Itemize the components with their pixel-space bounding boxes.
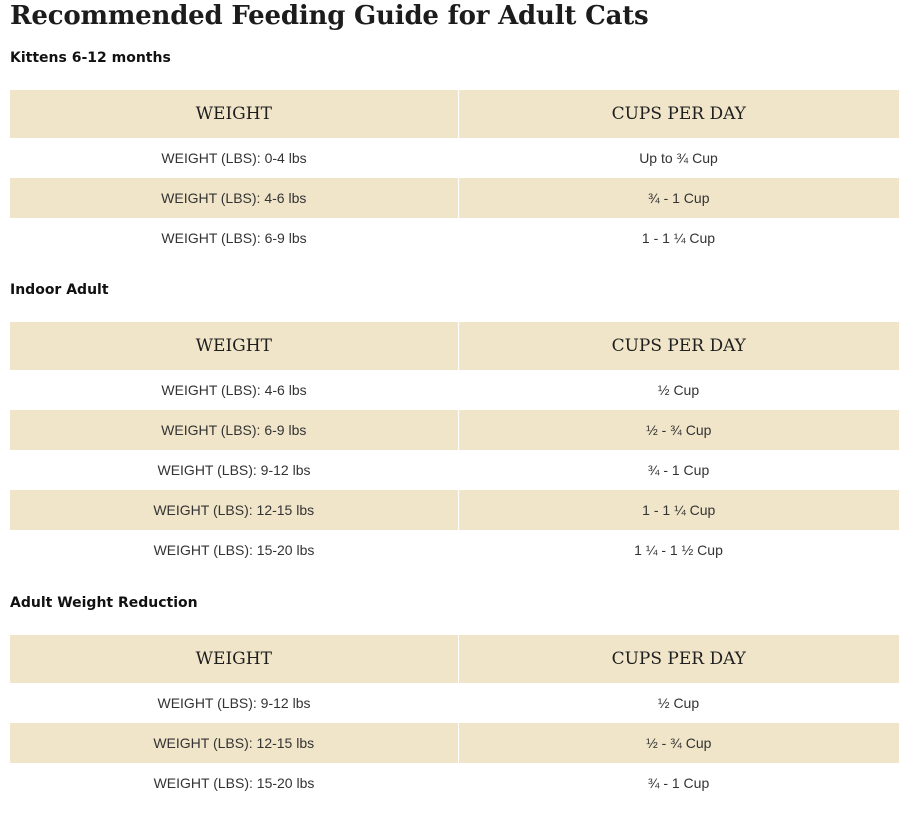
cups-cell: ½ Cup [657,695,700,711]
table-header-row [10,322,899,370]
table-row [10,218,899,258]
table-header-row [10,635,899,683]
cups-cell: ½ Cup [657,382,700,398]
weight-cell: WEIGHT (LBS): 4-6 lbs [10,178,458,218]
section-heading-kittens: Kittens 6-12 months [10,50,171,66]
table-row [10,763,899,803]
cups-cell: 1 - 1 ¼ Cup [641,230,716,246]
cups-cell: Up to ¾ Cup [639,150,718,166]
table-row [10,683,899,723]
weight-cell: WEIGHT (LBS): 12-15 lbs [10,490,458,530]
cups-cell: ¾ - 1 Cup [647,775,710,791]
feeding-table-weight-reduction [10,635,899,803]
table-header-row [10,90,899,138]
weight-cell: WEIGHT (LBS): 6-9 lbs [161,230,307,246]
weight-cell: WEIGHT (LBS): 15-20 lbs [153,542,315,558]
cups-cell: 1 - 1 ¼ Cup [458,490,899,530]
section-heading-weight-reduction: Adult Weight Reduction [10,595,198,611]
table-row [10,138,899,178]
column-header-weight: WEIGHT [10,90,458,138]
weight-cell: WEIGHT (LBS): 15-20 lbs [153,775,315,791]
weight-cell: WEIGHT (LBS): 6-9 lbs [10,410,458,450]
table-row [10,450,899,490]
table-row [10,490,899,530]
table-row [10,178,899,218]
column-header-cups: CUPS PER DAY [458,635,899,683]
cups-cell: ¾ - 1 Cup [458,178,899,218]
page-title: Recommended Feeding Guide for Adult Cats [10,1,649,31]
column-header-cups: CUPS PER DAY [458,322,899,370]
feeding-table-indoor-adult [10,322,899,570]
weight-cell: WEIGHT (LBS): 9-12 lbs [157,695,311,711]
column-header-weight: WEIGHT [10,322,458,370]
table-row [10,410,899,450]
feeding-table-kittens [10,90,899,258]
weight-cell: WEIGHT (LBS): 4-6 lbs [161,382,307,398]
weight-cell: WEIGHT (LBS): 12-15 lbs [10,723,458,763]
table-row [10,370,899,410]
weight-cell: WEIGHT (LBS): 9-12 lbs [157,462,311,478]
weight-cell: WEIGHT (LBS): 0-4 lbs [161,150,307,166]
column-header-weight: WEIGHT [10,635,458,683]
table-row [10,530,899,570]
section-heading-indoor-adult: Indoor Adult [10,282,109,298]
column-header-cups: CUPS PER DAY [458,90,899,138]
cups-cell: ½ - ¾ Cup [458,723,899,763]
cups-cell: ½ - ¾ Cup [458,410,899,450]
cups-cell: 1 ¼ - 1 ½ Cup [634,542,723,558]
table-row [10,723,899,763]
cups-cell: ¾ - 1 Cup [647,462,710,478]
